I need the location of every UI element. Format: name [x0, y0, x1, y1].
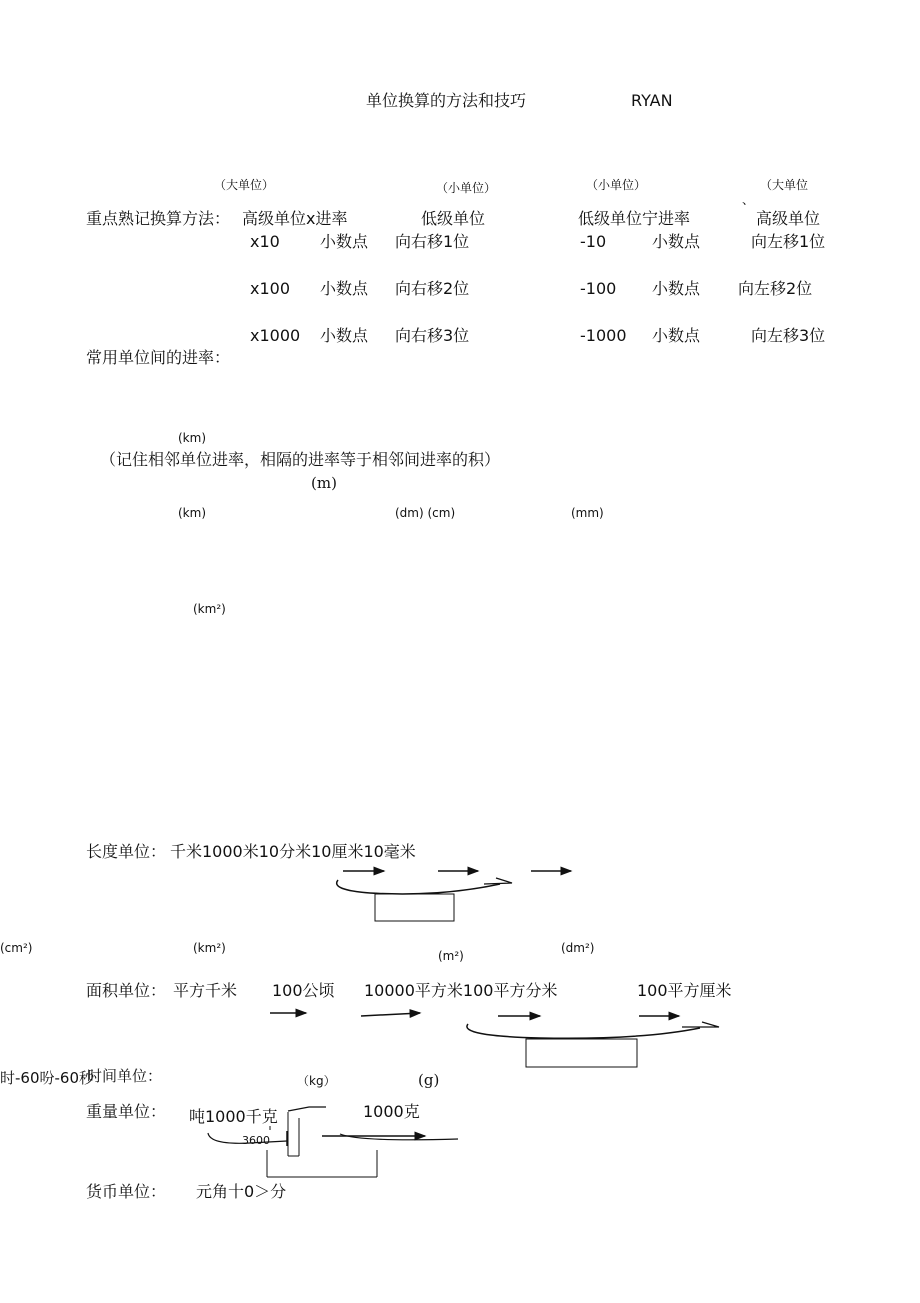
- unit-km: (km): [178, 431, 207, 445]
- area-unit: 100公顷: [272, 981, 335, 1000]
- unit-m: (m): [311, 474, 337, 492]
- move-right: 向右移1位: [395, 232, 470, 251]
- time-chain: 时-60吩-60秒: [0, 1069, 94, 1087]
- unit-km: (km): [178, 506, 207, 520]
- multiplier: x10: [250, 232, 280, 251]
- currency-label: 货币单位：: [86, 1182, 167, 1201]
- rule-multiply: 高级单位x进率: [242, 209, 348, 228]
- area-arrows: [270, 1013, 719, 1067]
- unit-kg: （kg）: [297, 1074, 336, 1088]
- currency-chain: 元角十0＞分: [196, 1182, 287, 1201]
- rule-target-high: 高级单位: [756, 209, 821, 228]
- unit-m2: (m²): [438, 949, 464, 963]
- rate-note: （记住相邻单位进率，相隔的进率等于相邻间进率的积）: [100, 450, 501, 469]
- move-left: 向左移2位: [738, 279, 813, 298]
- weight-label: 重量单位：: [86, 1102, 167, 1121]
- unit-dm-cm: (dm) (cm): [395, 506, 456, 520]
- annot-small-unit-right: （小单位）: [586, 178, 647, 192]
- area-unit: 100平方厘米: [637, 981, 732, 1000]
- method-heading: 重点熟记换算方法：: [86, 209, 231, 228]
- unit-km2: (km²): [193, 941, 226, 955]
- decimal-point-label: 小数点: [320, 279, 369, 298]
- tick-mark: 、: [742, 193, 755, 207]
- move-left: 向左移3位: [751, 326, 826, 345]
- move-right: 向右移3位: [395, 326, 470, 345]
- annot-big-unit-right: （大单位: [760, 178, 809, 192]
- decimal-point-label: 小数点: [320, 232, 369, 251]
- decimal-point-label: 小数点: [652, 279, 701, 298]
- seconds-3600: 3600: [242, 1134, 270, 1147]
- move-right: 向右移2位: [395, 279, 470, 298]
- decimal-point-label: 小数点: [320, 326, 369, 345]
- weight-unit: 1000克: [363, 1102, 420, 1121]
- time-label: 时间单位：: [87, 1067, 163, 1085]
- divisor: -10: [580, 232, 607, 251]
- unit-dm2: (dm²): [561, 941, 595, 955]
- rule-divide: 低级单位宁进率: [578, 209, 691, 228]
- decimal-point-label: 小数点: [652, 232, 701, 251]
- decimal-point-label: 小数点: [652, 326, 701, 345]
- divisor: -1000: [580, 326, 627, 345]
- unit-mm: (mm): [571, 506, 604, 520]
- move-left: 向左移1位: [751, 232, 826, 251]
- length-arrows: [337, 871, 571, 921]
- annot-big-unit-left: （大单位）: [214, 178, 275, 192]
- area-unit: 平方千米: [173, 981, 238, 1000]
- area-unit: 10000平方米100平方分米: [364, 981, 558, 1000]
- multiplier: x1000: [250, 326, 301, 345]
- divisor: -100: [580, 279, 617, 298]
- length-label: 长度单位：: [86, 842, 167, 861]
- area-label: 面积单位：: [86, 981, 167, 1000]
- weight-unit: 吨1000千克: [189, 1107, 278, 1126]
- author: RYAN: [631, 91, 673, 110]
- page-title: 单位换算的方法和技巧: [366, 91, 527, 110]
- multiplier: x100: [250, 279, 291, 298]
- length-chain: 千米1000米10分米10厘米10毫米: [170, 842, 416, 861]
- rule-target-low: 低级单位: [421, 209, 486, 228]
- annot-small-unit-left: （小单位）: [436, 181, 497, 195]
- unit-g: (g): [418, 1071, 440, 1089]
- unit-cm2: (cm²): [0, 941, 33, 955]
- unit-km2: (km²): [193, 602, 226, 616]
- common-rates-heading: 常用单位间的进率：: [86, 348, 231, 367]
